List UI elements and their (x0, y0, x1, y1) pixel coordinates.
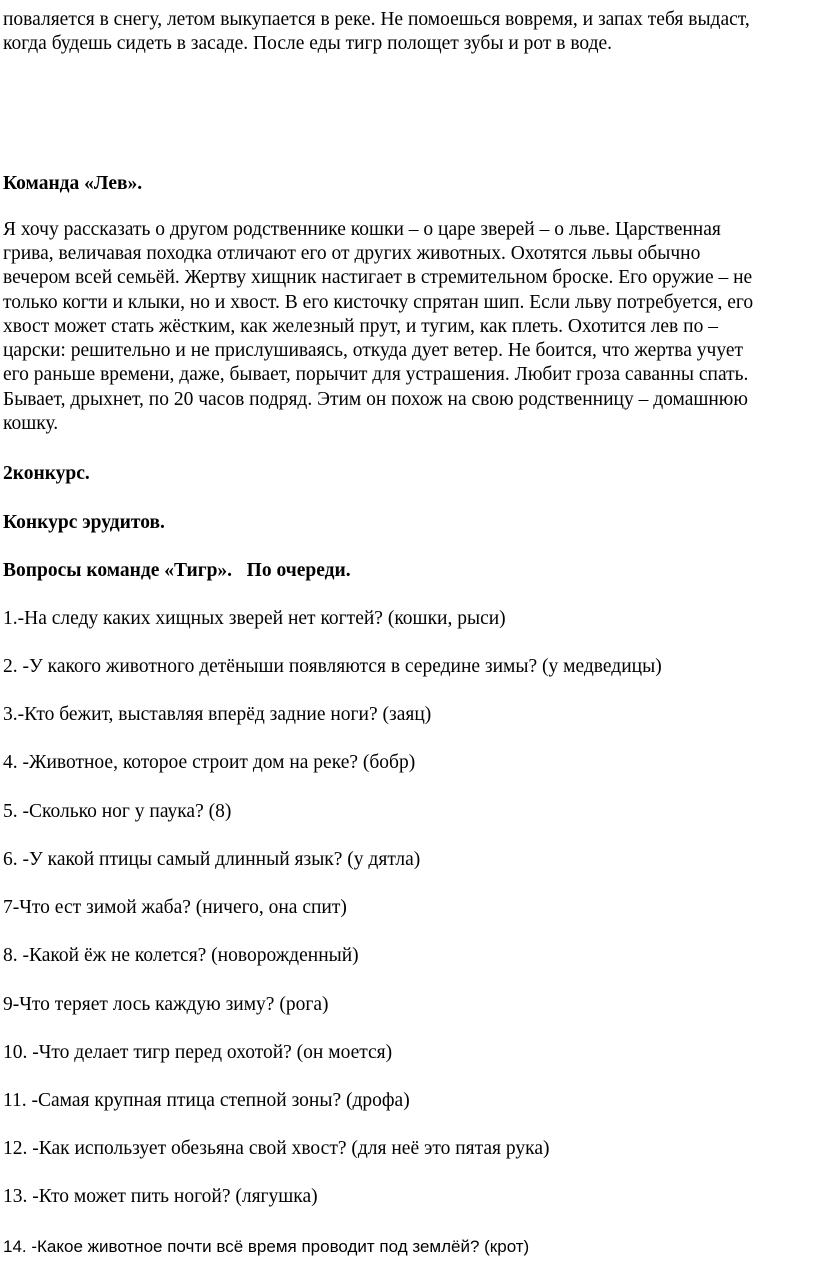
contest-title: Конкурс эрудитов. (3, 512, 165, 533)
lion-paragraph-line: царски: решительно и не прислушиваясь, откуда дует ветер. Не боится, что жертва учует (3, 340, 743, 361)
lion-paragraph-line: только когти и клыки, но и хвост. В его кисточку спрятан шип. Если льву потребуется, его (3, 292, 754, 313)
question-item: 1.-На следу каких хищных зверей нет когтей? (кошки, рыси) (3, 608, 506, 629)
team-lion-heading: Команда «Лев». (3, 173, 143, 194)
lion-paragraph-line: Бывает, дрыхнет, по 20 часов подряд. Этим он похож на свою родственницу – домашнюю (3, 389, 748, 410)
question-item: 8. -Какой ёж не колется? (новорожденный) (3, 945, 359, 966)
questions-heading: Вопросы команде «Тигр». По очереди. (3, 560, 351, 581)
intro-line: поваляется в снегу, летом выкупается в реке. Не помоешься вовремя, и запах тебя выдаст, (3, 9, 750, 30)
question-item: 3.-Кто бежит, выставляя вперёд задние ноги? (заяц) (3, 704, 432, 725)
question-item: 5. -Сколько ног у паука? (8) (3, 801, 232, 822)
question-item: 6. -У какой птицы самый длинный язык? (у дятла) (3, 849, 421, 870)
question-item: 12. -Как использует обезьяна свой хвост? (для неё это пятая рука) (3, 1138, 550, 1159)
question-item: 10. -Что делает тигр перед охотой? (он моется) (3, 1042, 393, 1063)
question-item: 7-Что ест зимой жаба? (ничего, она спит) (3, 897, 347, 918)
lion-paragraph-line: его раньше времени, даже, бывает, порычит для устрашения. Любит гроза саванны спать. (3, 364, 749, 385)
question-item: 14. -Какое животное почти всё время проводит под землёй? (крот) (3, 1237, 530, 1256)
intro-line: когда будешь сидеть в засаде. После еды тигр полощет зубы и рот в воде. (3, 33, 613, 54)
question-item: 9-Что теряет лось каждую зиму? (рога) (3, 994, 329, 1015)
lion-paragraph-line: Я хочу рассказать о другом родственнике кошки – о царе зверей – о льве. Царственная (3, 219, 721, 240)
question-item: 13. -Кто может пить ногой? (лягушка) (3, 1186, 318, 1207)
question-item: 2. -У какого животного детёныши появляются в середине зимы? (у медведицы) (3, 656, 662, 677)
lion-paragraph-line: грива, величавая походка отличают его от других животных. Охотятся львы обычно (3, 243, 701, 264)
question-item: 11. -Самая крупная птица степной зоны? (дрофа) (3, 1090, 410, 1111)
question-item: 4. -Животное, которое строит дом на реке? (бобр) (3, 752, 416, 773)
lion-paragraph-line: вечером всей семьёй. Жертву хищник настигает в стремительном броске. Его оружие – не (3, 267, 753, 288)
lion-paragraph-line: хвост может стать жёстким, как железный прут, и тугим, как плеть. Охотится лев по – (3, 316, 718, 337)
contest-number-heading: 2конкурс. (3, 463, 90, 484)
lion-paragraph-line: кошку. (3, 413, 59, 434)
